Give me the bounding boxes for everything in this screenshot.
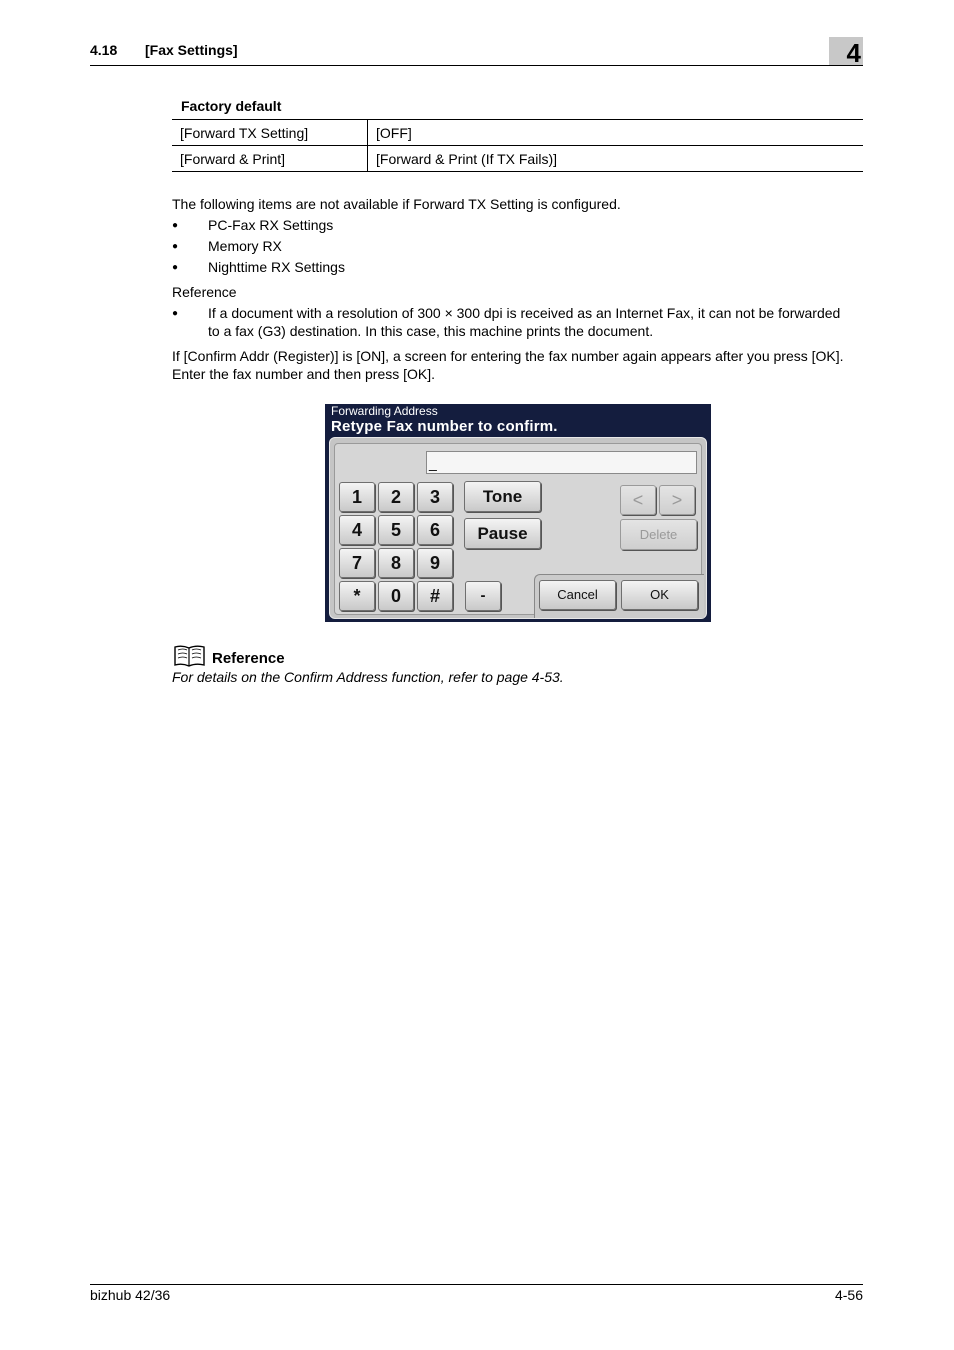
key-star[interactable]: * [339, 581, 375, 611]
tone-button[interactable]: Tone [464, 481, 541, 512]
book-icon [173, 643, 206, 669]
bullet-icon: ● [172, 262, 179, 273]
table-cell-value: [OFF] [368, 120, 864, 146]
table-row [172, 120, 863, 146]
table-row [172, 146, 863, 172]
confirm-text-line: Enter the fax number and then press [OK]. [172, 366, 436, 382]
fax-number-input[interactable]: _ [426, 451, 697, 474]
dash-button[interactable]: - [465, 581, 501, 611]
list-item: Memory RX [208, 238, 282, 254]
table-cell-value: [Forward & Print (If TX Fails)] [368, 146, 864, 172]
footer-rule [90, 1284, 863, 1285]
ok-button[interactable]: OK [621, 580, 698, 610]
reference-text: For details on the Confirm Address function, refer to page 4-53. [172, 669, 564, 685]
page-number: 4-56 [834, 1287, 863, 1303]
reference-bullet-line: If a document with a resolution of 300 × 300 dpi is received as an Internet Fax, it can not be forwarded [208, 305, 841, 321]
confirm-text-line: If [Confirm Addr (Register)] is [ON], a screen for entering the fax number again appears after you press [OK]. [172, 348, 844, 364]
key-3[interactable]: 3 [417, 482, 453, 512]
key-0[interactable]: 0 [378, 581, 414, 611]
table-cell-setting: [Forward & Print] [172, 146, 368, 172]
panel-title: Retype Fax number to confirm. [331, 418, 558, 435]
list-item: PC-Fax RX Settings [208, 217, 334, 233]
factory-default-heading: Factory default [181, 98, 282, 114]
chapter-number: 4 [846, 38, 861, 68]
bullet-icon: ● [172, 220, 179, 231]
header-rule [90, 65, 863, 66]
key-6[interactable]: 6 [417, 515, 453, 545]
pause-button[interactable]: Pause [464, 518, 541, 549]
cursor-left-button[interactable]: < [620, 485, 656, 515]
key-5[interactable]: 5 [378, 515, 414, 545]
intro-text: The following items are not available if Forward TX Setting is configured. [172, 196, 621, 212]
key-2[interactable]: 2 [378, 482, 414, 512]
bullet-icon: ● [172, 308, 179, 319]
key-9[interactable]: 9 [417, 548, 453, 578]
key-4[interactable]: 4 [339, 515, 375, 545]
key-1[interactable]: 1 [339, 482, 375, 512]
factory-default-table [172, 119, 863, 172]
bullet-icon: ● [172, 241, 179, 252]
section-title: [Fax Settings] [145, 42, 238, 58]
key-hash[interactable]: # [417, 581, 453, 611]
panel-subtitle: Forwarding Address [331, 404, 438, 418]
cancel-button[interactable]: Cancel [539, 580, 616, 610]
reference-bullet-line: to a fax (G3) destination. In this case, this machine prints the document. [208, 323, 654, 339]
table-cell-setting: [Forward TX Setting] [172, 120, 368, 146]
key-7[interactable]: 7 [339, 548, 375, 578]
cursor-right-button[interactable]: > [659, 485, 695, 515]
delete-button[interactable]: Delete [620, 519, 697, 550]
section-number: 4.18 [90, 42, 118, 58]
footer-model: bizhub 42/36 [90, 1287, 171, 1303]
reference-heading: Reference [212, 650, 285, 667]
list-item: Nighttime RX Settings [208, 259, 345, 275]
reference-label: Reference [172, 284, 237, 300]
key-8[interactable]: 8 [378, 548, 414, 578]
